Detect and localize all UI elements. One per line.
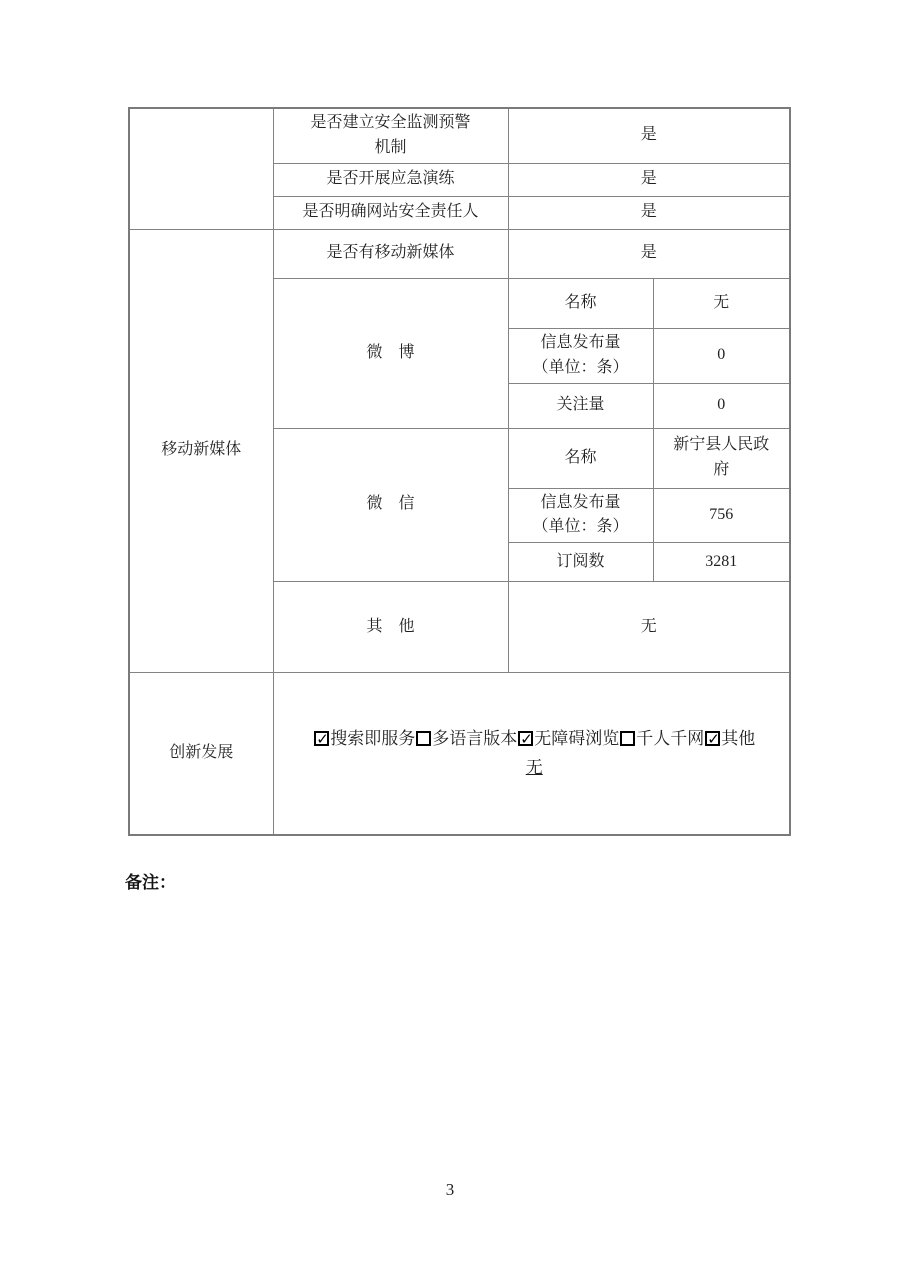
security-officer-value: 是	[508, 196, 790, 229]
innovation-options-line	[306, 724, 764, 754]
checkbox-unchecked-icon	[416, 731, 431, 746]
has-mobile-media-value: 是	[508, 229, 790, 278]
label-line: 机制	[374, 138, 407, 156]
wechat-label: 微 信	[273, 428, 508, 582]
wechat-posts-value: 756	[653, 488, 790, 543]
table-row	[129, 108, 790, 163]
weibo-followers-label: 关注量	[508, 383, 653, 428]
checkmark-icon	[622, 733, 633, 744]
wechat-posts-label	[508, 488, 653, 543]
weibo-posts-label	[508, 328, 653, 383]
innovation-option-label: 多语言版本	[432, 728, 518, 748]
security-monitoring-label	[273, 108, 508, 163]
security-monitoring-value: 是	[508, 108, 790, 163]
checkmark-icon: ✓	[520, 729, 533, 748]
innovation-options	[280, 724, 784, 784]
has-mobile-media-label: 是否有移动新媒体	[273, 229, 508, 278]
checkmark-icon: ✓	[316, 729, 329, 748]
label-line: （单位：条）	[532, 518, 629, 536]
table-row	[129, 229, 790, 278]
checkbox-checked-icon	[705, 731, 720, 746]
other-media-value: 无	[508, 582, 790, 673]
innovation-option-label: 千人千网	[636, 728, 705, 748]
annual-report-table	[128, 107, 791, 836]
checkbox-checked-icon	[314, 731, 329, 746]
other-media-label: 其 他	[273, 582, 508, 673]
innovation-option-label: 无障碍浏览	[534, 728, 620, 748]
mobile-media-section-label: 移动新媒体	[129, 229, 273, 673]
label-line: （单位：条）	[532, 358, 629, 376]
innovation-options-cell	[273, 673, 790, 835]
innovation-section-label: 创新发展	[129, 673, 273, 835]
weibo-followers-value: 0	[653, 383, 790, 428]
checkmark-icon	[418, 733, 429, 744]
wechat-subscribers-value: 3281	[653, 543, 790, 582]
weibo-name-label: 名称	[508, 278, 653, 328]
wechat-name-value	[653, 428, 790, 488]
value-line: 新宁县人民政	[673, 436, 770, 454]
label-line: 信息发布量	[540, 493, 621, 511]
weibo-name-value: 无	[653, 278, 790, 328]
innovation-option-label: 其他	[721, 728, 756, 748]
checkbox-checked-icon	[518, 731, 533, 746]
emergency-drill-value: 是	[508, 163, 790, 196]
emergency-drill-label: 是否开展应急演练	[273, 163, 508, 196]
checkmark-icon: ✓	[707, 729, 720, 748]
page-number: 3	[445, 1180, 455, 1199]
weibo-label: 微 博	[273, 278, 508, 428]
label-line: 信息发布量	[540, 333, 621, 351]
innovation-other-line	[306, 753, 764, 783]
weibo-posts-value: 0	[653, 328, 790, 383]
innovation-other-value: 无	[525, 758, 543, 778]
wechat-name-label: 名称	[508, 428, 653, 488]
label-line: 是否建立安全监测预警	[310, 114, 471, 131]
table-row	[129, 673, 790, 835]
wechat-subscribers-label: 订阅数	[508, 543, 653, 582]
notes-label: 备注：	[125, 873, 176, 892]
value-line: 府	[713, 461, 730, 479]
security-officer-label: 是否明确网站安全责任人	[273, 196, 508, 229]
innovation-option-label: 搜索即服务	[330, 728, 416, 748]
checkbox-unchecked-icon	[620, 731, 635, 746]
security-section-cell-empty	[129, 108, 273, 229]
